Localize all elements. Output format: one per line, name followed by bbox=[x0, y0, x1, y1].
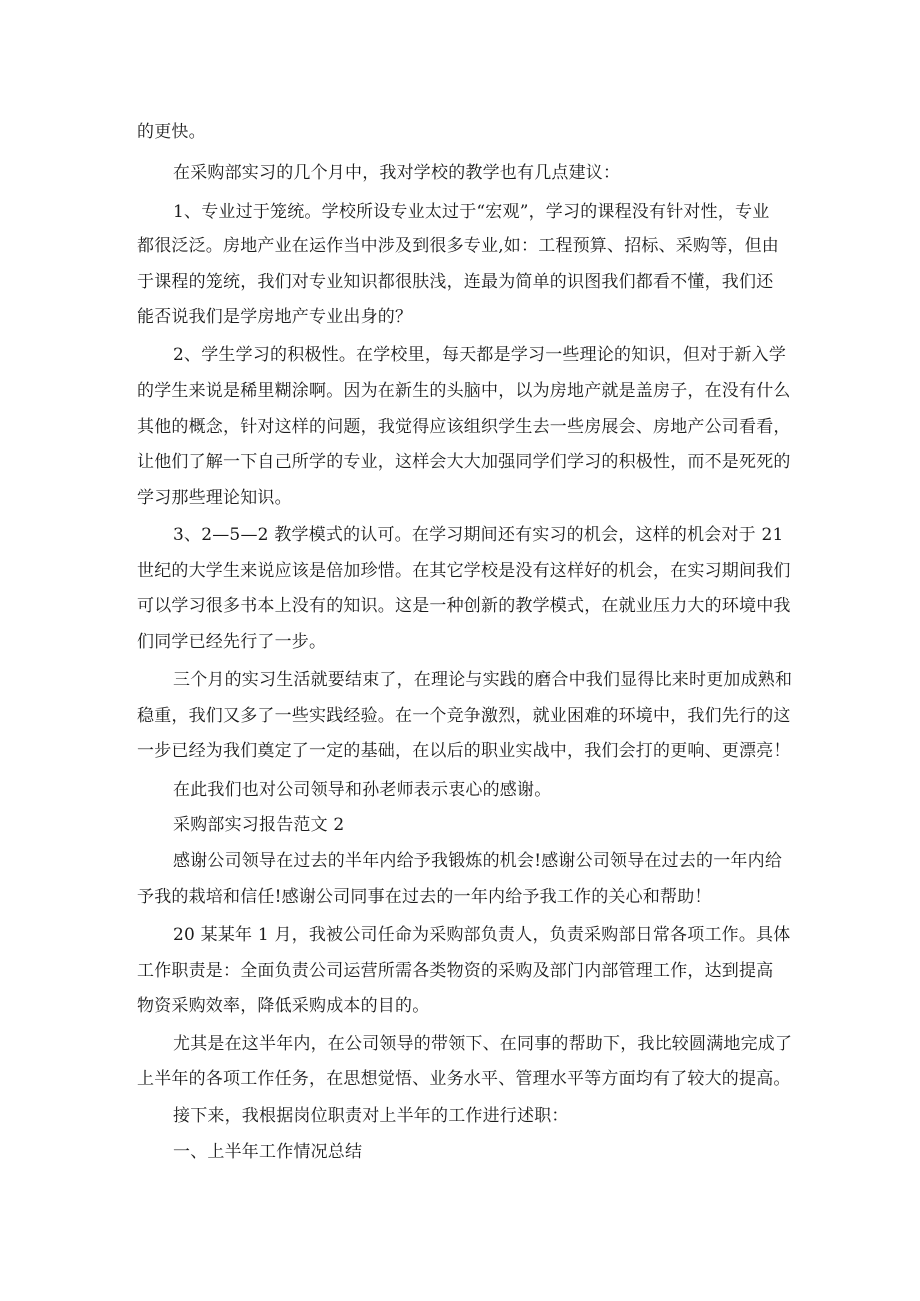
paragraph-line: 3、2—5—2 教学模式的认可。在学习期间还有实习的机会，这样的机会对于 21 bbox=[173, 525, 784, 545]
section-title: 采购部实习报告范文 2 bbox=[173, 815, 345, 835]
paragraph-line: 尤其是在这半年内，在公司领导的带领下、在同事的帮助下，我比较圆满地完成了 bbox=[173, 1034, 793, 1054]
paragraph-line: 让他们了解一下自己所学的专业，这样会大大加强同学们学习的积极性，而不是死死的 bbox=[137, 452, 791, 472]
paragraph-line: 感谢公司领导在过去的半年内给予我锻炼的机会!感谢公司领导在过去的一年内给 bbox=[173, 851, 783, 871]
paragraph-line: 稳重，我们又多了一些实践经验。在一个竞争激烈，就业困难的环境中，我们先行的这 bbox=[137, 706, 791, 726]
paragraph-line: 世纪的大学生来说应该是倍加珍惜。在其它学校是没有这样好的机会，在实习期间我们 bbox=[137, 561, 791, 581]
section-heading: 一、上半年工作情况总结 bbox=[173, 1142, 363, 1162]
paragraph-line: 的更快。 bbox=[137, 122, 206, 142]
paragraph-line: 1、专业过于笼统。学校所设专业太过于“宏观”，学习的课程没有针对性，专业 bbox=[173, 202, 770, 222]
paragraph-line: 于课程的笼统，我们对专业知识都很肤浅，连最为简单的识图我们都看不懂，我们还 bbox=[137, 272, 774, 292]
paragraph-line: 学习那些理论知识。 bbox=[137, 488, 292, 508]
paragraph-line: 上半年的各项工作任务，在思想觉悟、业务水平、管理水平等方面均有了较大的提高。 bbox=[137, 1069, 791, 1089]
paragraph-line: 工作职责是：全面负责公司运营所需各类物资的采购及部门内部管理工作，达到提高 bbox=[137, 961, 774, 981]
paragraph-line: 都很泛泛。房地产业在运作当中涉及到很多专业,如：工程预算、招标、采购等，但由 bbox=[137, 236, 780, 256]
paragraph-line: 2、学生学习的积极性。在学校里，每天都是学习一些理论的知识，但对于新入学 bbox=[173, 345, 787, 365]
paragraph-line: 接下来，我根据岗位职责对上半年的工作进行述职： bbox=[173, 1106, 569, 1126]
paragraph-line: 们同学已经先行了一步。 bbox=[137, 632, 327, 652]
paragraph-line: 予我的栽培和信任!感谢公司同事在过去的一年内给予我工作的关心和帮助！ bbox=[137, 887, 712, 907]
paragraph-line: 可以学习很多书本上没有的知识。这是一种创新的教学模式，在就业压力大的环境中我 bbox=[137, 596, 791, 616]
paragraph-line: 在此我们也对公司领导和孙老师表示衷心的感谢。 bbox=[173, 780, 552, 800]
paragraph-line: 20 某某年 1 月，我被公司任命为采购部负责人，负责采购部日常各项工作。具体 bbox=[173, 925, 791, 945]
paragraph-line: 其他的概念，针对这样的问题，我觉得应该组织学生去一些房展会、房地产公司看看， bbox=[137, 417, 791, 437]
paragraph-line: 的学生来说是稀里糊涂啊。因为在新生的头脑中，以为房地产就是盖房子，在没有什么 bbox=[137, 381, 791, 401]
paragraph-line: 一步已经为我们奠定了一定的基础，在以后的职业实战中，我们会打的更响、更漂亮！ bbox=[137, 741, 791, 761]
paragraph-line: 能否说我们是学房地产专业出身的？ bbox=[137, 307, 413, 327]
paragraph-line: 物资采购效率，降低采购成本的目的。 bbox=[137, 996, 430, 1016]
paragraph-line: 三个月的实习生活就要结束了，在理论与实践的磨合中我们显得比来时更加成熟和 bbox=[173, 670, 793, 690]
paragraph-line: 在采购部实习的几个月中，我对学校的教学也有几点建议： bbox=[173, 163, 621, 183]
